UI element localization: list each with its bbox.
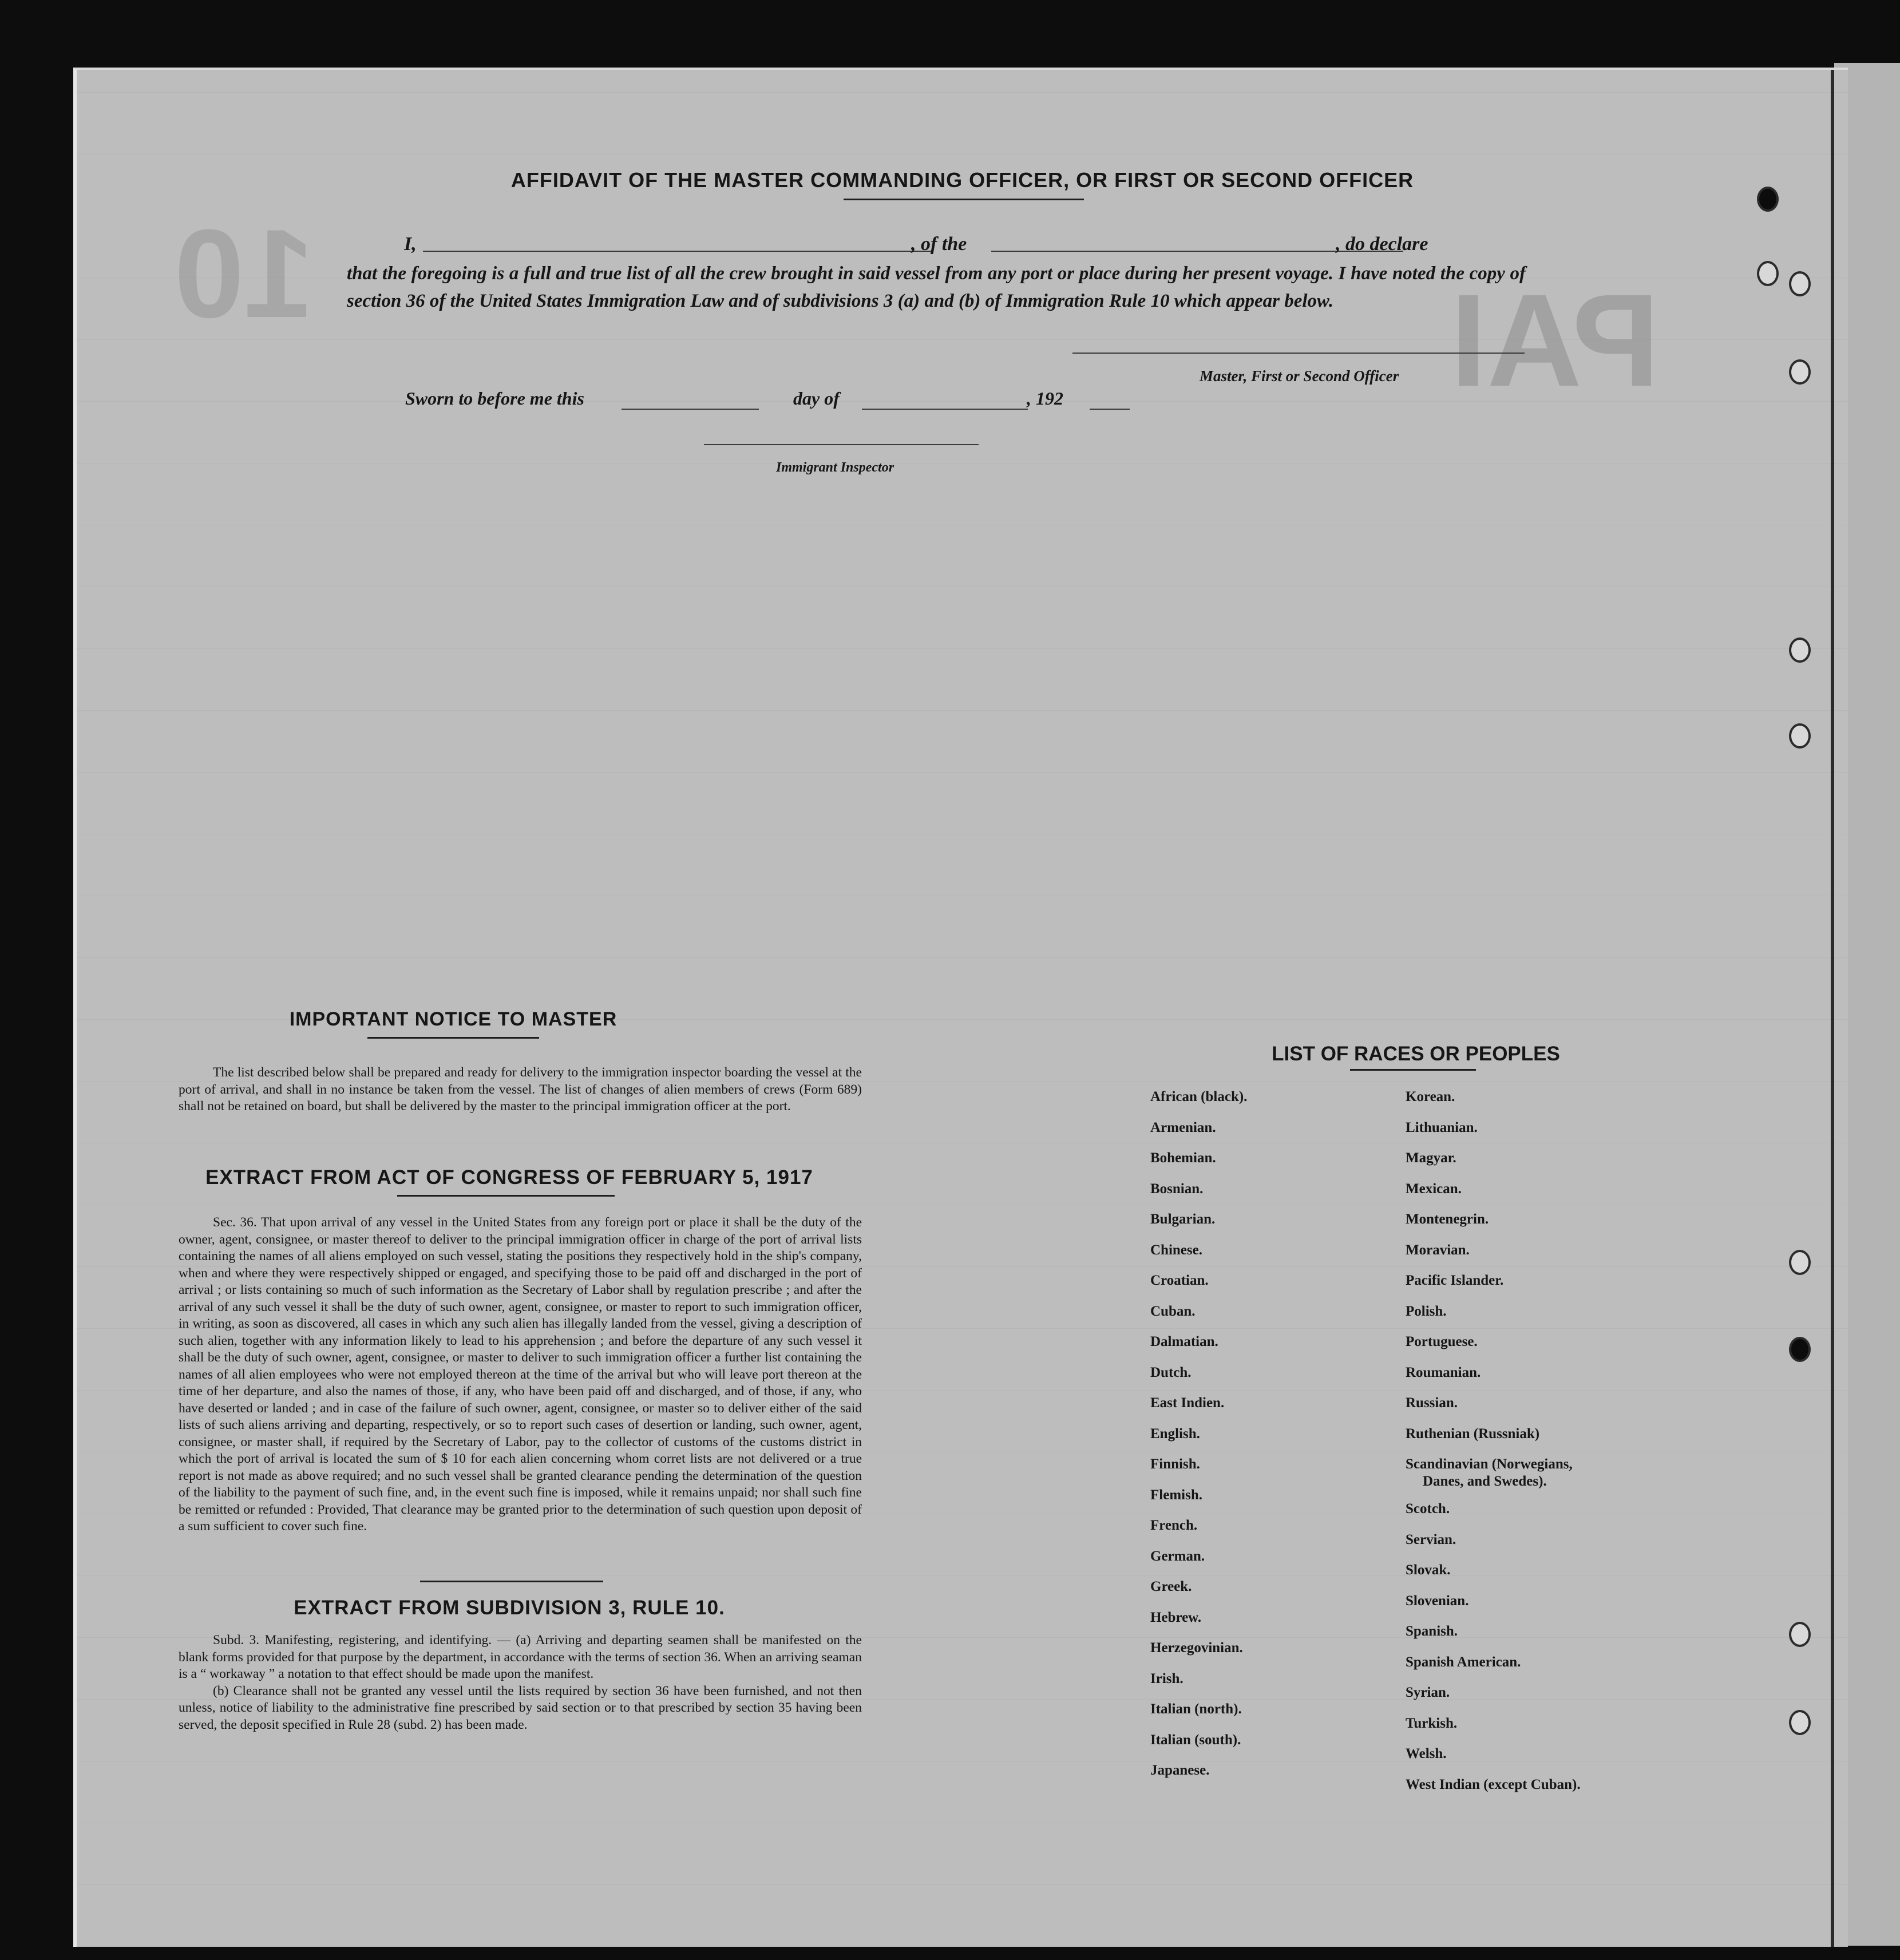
race-item: Spanish. xyxy=(1406,1624,1458,1639)
sworn-day-of: day of xyxy=(793,388,840,409)
race-item: Irish. xyxy=(1150,1670,1183,1686)
affidavit-pronoun: I, xyxy=(404,233,417,255)
race-item: Armenian. xyxy=(1150,1119,1216,1135)
race-item: French. xyxy=(1150,1518,1198,1533)
sworn-year: , 192 xyxy=(1027,388,1063,409)
affidavit-declare: , do declare xyxy=(1336,233,1428,255)
rule-paragraph-a: Subd. 3. Manifesting, registering, and identifying. — (a) Arriving and departing seamen shall be manifested on the blank forms provided for that purpose by the department, in accordance with the terms of section 36. When an arriving seaman is a “ workaway ” a notation to that effect should be made upon the manifest. xyxy=(179,1633,862,1681)
race-item: Bohemian. xyxy=(1150,1150,1216,1166)
punch-hole xyxy=(1789,1337,1811,1362)
race-item: Polish. xyxy=(1406,1303,1447,1319)
name-blank xyxy=(423,251,932,252)
punch-hole xyxy=(1789,638,1811,663)
race-item: Bulgarian. xyxy=(1150,1211,1216,1227)
punch-hole xyxy=(1789,271,1811,296)
sworn-date-blank xyxy=(622,409,759,410)
race-item: Finnish. xyxy=(1150,1456,1200,1472)
race-item: Scandinavian (Norwegians, xyxy=(1406,1456,1573,1472)
race-item: Scotch. xyxy=(1406,1501,1450,1516)
sworn-prefix: Sworn to before me this xyxy=(405,388,584,409)
race-item: Korean. xyxy=(1406,1089,1455,1104)
race-item: Magyar. xyxy=(1406,1150,1456,1166)
race-item: Italian (south). xyxy=(1150,1732,1241,1748)
races-underline xyxy=(1350,1069,1476,1071)
race-item: West Indian (except Cuban). xyxy=(1406,1776,1581,1792)
race-item: Croatian. xyxy=(1150,1273,1209,1288)
race-item: Dutch. xyxy=(1150,1364,1192,1380)
rule-divider xyxy=(420,1581,603,1582)
affidavit-of-the: , of the xyxy=(911,233,967,255)
notice-underline xyxy=(367,1037,539,1039)
inspector-signature-line xyxy=(704,444,979,445)
bleed-through-mark: PAI xyxy=(1450,267,1660,414)
race-item: Welsh. xyxy=(1406,1746,1447,1761)
race-item: Mexican. xyxy=(1406,1181,1462,1197)
punch-hole xyxy=(1789,1250,1811,1275)
race-item: Lithuanian. xyxy=(1406,1119,1478,1135)
signature-line xyxy=(1072,353,1525,354)
race-item: East Indien. xyxy=(1150,1395,1225,1411)
bleed-through-number: 10 xyxy=(174,203,314,344)
affidavit-title: AFFIDAVIT OF THE MASTER COMMANDING OFFICER, OR FIRST OR SECOND OFFICER xyxy=(510,168,1414,192)
race-item: Flemish. xyxy=(1150,1487,1202,1503)
race-item: Slovak. xyxy=(1406,1562,1451,1578)
punch-hole xyxy=(1757,187,1779,212)
race-item: Herzegovinian. xyxy=(1150,1640,1243,1656)
punch-hole xyxy=(1789,723,1811,749)
race-item: Syrian. xyxy=(1406,1685,1450,1700)
rule-heading: EXTRACT FROM SUBDIVISION 3, RULE 10. xyxy=(294,1597,725,1619)
race-item-scandinavian xyxy=(1406,1456,1581,1500)
race-item: Greek. xyxy=(1150,1579,1192,1594)
race-item: Spanish American. xyxy=(1406,1654,1521,1670)
race-item: Russian. xyxy=(1406,1395,1458,1411)
punch-hole xyxy=(1789,359,1811,385)
race-item: Roumanian. xyxy=(1406,1364,1481,1380)
race-item: Bosnian. xyxy=(1150,1181,1204,1197)
rule-paragraph-b: (b) Clearance shall not be granted any vessel until the lists required by section 36 have been furnished, and not then unless, notice of liability to the administrative fine prescribed by said section or to that prescribed by section 35 having been served, the deposit specified in Rule 28 (subd. 2) has been made. xyxy=(179,1683,862,1732)
sheet-edge-shadow xyxy=(1831,70,1834,1947)
sworn-year-blank xyxy=(1090,409,1130,410)
race-item: Italian (north). xyxy=(1150,1701,1242,1717)
affidavit-body: that the foregoing is a full and true list of all the crew brought in said vessel from any port or place during her present voyage. I have noted the copy of section 36 of the United States Immigration Law and of subdivisions 3 (a) and (b) of Immigration Rule 10 which appear below. xyxy=(347,263,1526,311)
race-item: Hebrew. xyxy=(1150,1609,1202,1625)
notice-heading: IMPORTANT NOTICE TO MASTER xyxy=(289,1008,618,1030)
races-right-column xyxy=(1406,1088,1581,1807)
races-heading: LIST OF RACES OR PEOPLES xyxy=(1272,1043,1560,1065)
race-item: Portuguese. xyxy=(1406,1334,1478,1349)
race-item: German. xyxy=(1150,1548,1205,1564)
race-item: Turkish. xyxy=(1406,1715,1458,1731)
punch-hole xyxy=(1789,1622,1811,1647)
race-item: Servian. xyxy=(1406,1531,1456,1547)
race-item: Pacific Islander. xyxy=(1406,1273,1504,1288)
act-text: Sec. 36. That upon arrival of any vessel in the United States from any foreign port or place it shall be the duty of the owner, agent, consignee, or master thereof to deliver to the principal immigration officer in charge of the port of arrival lists containing the names of all aliens employed on such vessel, stating the positions they respectively hold in the ship's company, when and where they were respectively shipped or engaged, and specifying those to be paid off and discharged in the port of arrival ; or lists containing so much of such information as the Secretary of Labor shall by regulation prescribe ; and after the arrival of any such vessel it shall be the duty of such owner, agent, consignee, or master to report to such immigration officer, in writing, as soon as discovered, all cases in which any such alien has illegally landed from the vessel, giving a description of such alien, together with any information likely to lead to his apprehension ; and before the departure of any such vessel it shall be the duty of such owner, agent, consignee, or master to deliver to such immigration officer a further list containing the names of all alien employees who were not employed thereon at the time of the arrival but who will leave port thereon at the time of her departure, and also the names of those, if any, who have been paid off and discharged, and of those, if any, who have deserted or landed ; and in case of the failure of such owner, agent, consignee, or master so to deliver either of the said lists of such aliens arriving and departing, respectively, or so to report such cases of desertion or landing, such owner, agent, consignee, or master shall, if required by the Secretary of Labor, pay to the collector of customs of the customs district in which the port of arrival is located the sum of $ 10 for each alien concerning whom corret lists are not delivered or a true report is not made as above required; and no such vessel shall be granted clearance pending the determination of the question of the liability to the payment of such fine, and, in the event such fine is imposed, while it remains unpaid; nor shall such fine be remitted or refunded : Provided, That clearance may be granted prior to the determination of such question upon deposit of a sum sufficient to cover such fine. xyxy=(179,1215,862,1534)
punch-hole xyxy=(1789,1710,1811,1735)
sworn-month-blank xyxy=(862,409,1028,410)
punch-hole xyxy=(1757,261,1779,286)
race-item: Chinese. xyxy=(1150,1242,1202,1258)
act-heading: EXTRACT FROM ACT OF CONGRESS OF FEBRUARY 5, 1917 xyxy=(205,1166,813,1189)
race-item: Montenegrin. xyxy=(1406,1211,1489,1227)
race-item: Ruthenian (Russniak) xyxy=(1406,1426,1540,1442)
race-item: African (black). xyxy=(1150,1089,1248,1104)
race-item: Japanese. xyxy=(1150,1763,1210,1778)
rule-text xyxy=(179,1632,862,1733)
inspector-caption: Immigrant Inspector xyxy=(776,460,894,475)
race-item-continued: Danes, and Swedes). xyxy=(1423,1474,1547,1489)
race-item: Cuban. xyxy=(1150,1303,1196,1319)
races-left-column xyxy=(1150,1088,1247,1793)
act-underline xyxy=(397,1195,615,1197)
race-item: Slovenian. xyxy=(1406,1593,1469,1609)
affidavit-sheet xyxy=(73,68,1848,1947)
race-item: English. xyxy=(1150,1426,1200,1442)
title-underline xyxy=(844,199,1084,200)
race-item: Dalmatian. xyxy=(1150,1334,1218,1349)
race-item: Moravian. xyxy=(1406,1242,1470,1258)
signature-caption: Master, First or Second Officer xyxy=(1200,367,1399,385)
notice-text: The list described below shall be prepared and ready for delivery to the immigration inspector boarding the vessel at the port of arrival, and shall in no instance be taken from the vessel. The list of changes of alien members of crews (Form 689) shall not be retained on board, but shall be delivered by the master to the principal immigration officer at the port. xyxy=(179,1065,862,1114)
